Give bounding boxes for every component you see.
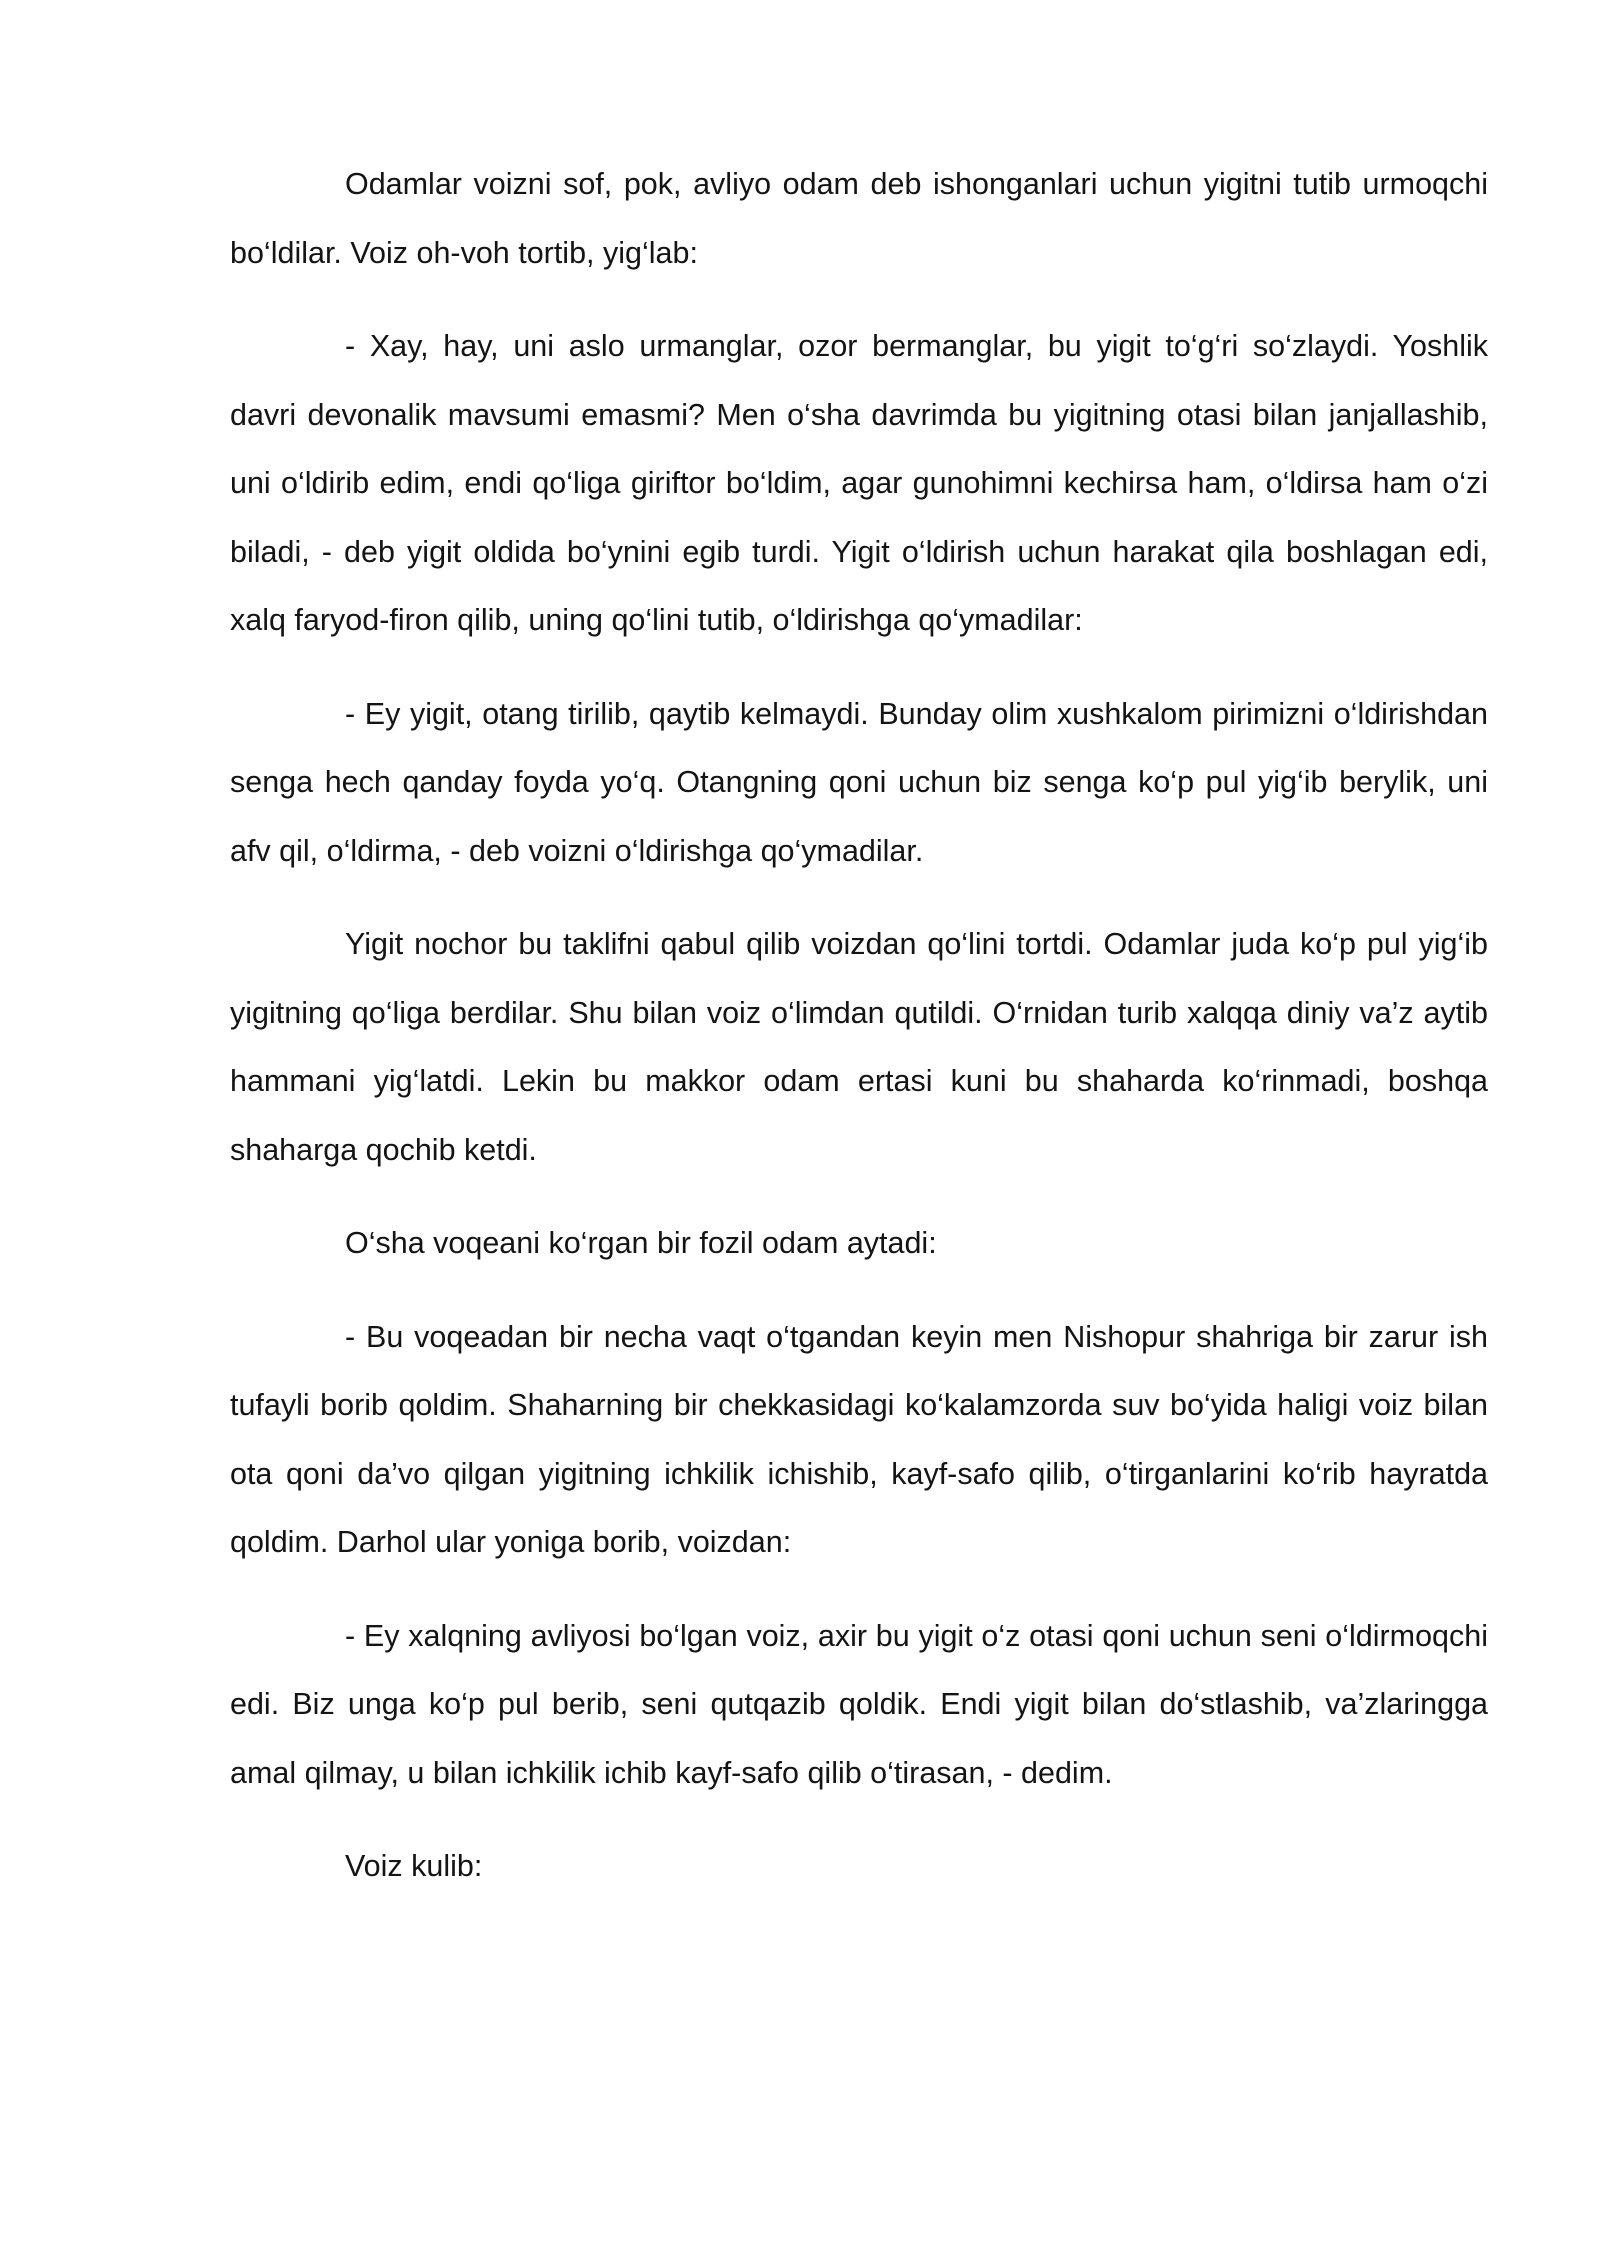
paragraph-1: Odamlar voizni sof, pok, avliyo odam deb ishonganlari uchun yigitni tutib urmoqchi bo‘ldilar. Voiz oh-voh tortib, yig‘lab: bbox=[230, 167, 1488, 270]
paragraph-5: O‘sha voqeani ko‘rgan bir fozil odam aytadi: bbox=[345, 1226, 937, 1260]
paragraph-3: - Ey yigit, otang tirilib, qaytib kelmaydi. Bunday olim xushkalom pirimizni o‘ldirishdan senga hech qanday foyda yo‘q. Otangning qoni uchun biz senga ko‘p pul yig‘ib berylik, uni afv qil, o‘ldirma, - deb voizni o‘ldirishga qo‘ymadilar. bbox=[230, 696, 1488, 868]
paragraph-7: - Ey xalqning avliyosi bo‘lgan voiz, axir bu yigit o‘z otasi qoni uchun seni o‘ldirmoqchi edi. Biz unga ko‘p pul berib, seni qutqazib qoldik. Endi yigit bilan do‘stlashib, va’zlaringga amal qilmay, u bilan ichkilik ichib kayf-safo qilib o‘tirasan, - dedim. bbox=[230, 1618, 1488, 1790]
paragraph-6: - Bu voqeadan bir necha vaqt o‘tgandan keyin men Nishopur shahriga bir zarur ish tufayli borib qoldim. Shaharning bir chekkasidagi ko‘kalamzorda suv bo‘yida haligi voiz bilan ota qoni da’vo qilgan yigitning ichkilik ichishib, kayf-safo qilib, o‘tirganlarini ko‘rib hayratda qoldim. Darhol ular yoniga borib, voizdan: bbox=[230, 1319, 1488, 1559]
paragraph-8: Voiz kulib: bbox=[345, 1849, 483, 1883]
document-page bbox=[230, 150, 1488, 1901]
paragraph-2: - Xay, hay, uni aslo urmanglar, ozor bermanglar, bu yigit to‘g‘ri so‘zlaydi. Yoshlik davri devonalik mavsumi emasmi? Men o‘sha davrimda bu yigitning otasi bilan janjallashib, uni o‘ldirib edim, endi qo‘liga giriftor bo‘ldim, agar gunohimni kechirsa ham, o‘ldirsa ham o‘zi biladi, - deb yigit oldida bo‘ynini egib turdi. Yigit o‘ldirish uchun harakat qila boshlagan edi, xalq faryod-firon qilib, uning qo‘lini tutib, o‘ldirishga qo‘ymadilar: bbox=[230, 329, 1488, 637]
paragraph-4: Yigit nochor bu taklifni qabul qilib voizdan qo‘lini tortdi. Odamlar juda ko‘p pul yig‘ib yigitning qo‘liga berdilar. Shu bilan voiz o‘limdan qutildi. O‘rnidan turib xalqqa diniy va’z aytib hammani yig‘latdi. Lekin bu makkor odam ertasi kuni bu shaharda ko‘rinmadi, boshqa shaharga qochib ketdi. bbox=[230, 927, 1488, 1167]
